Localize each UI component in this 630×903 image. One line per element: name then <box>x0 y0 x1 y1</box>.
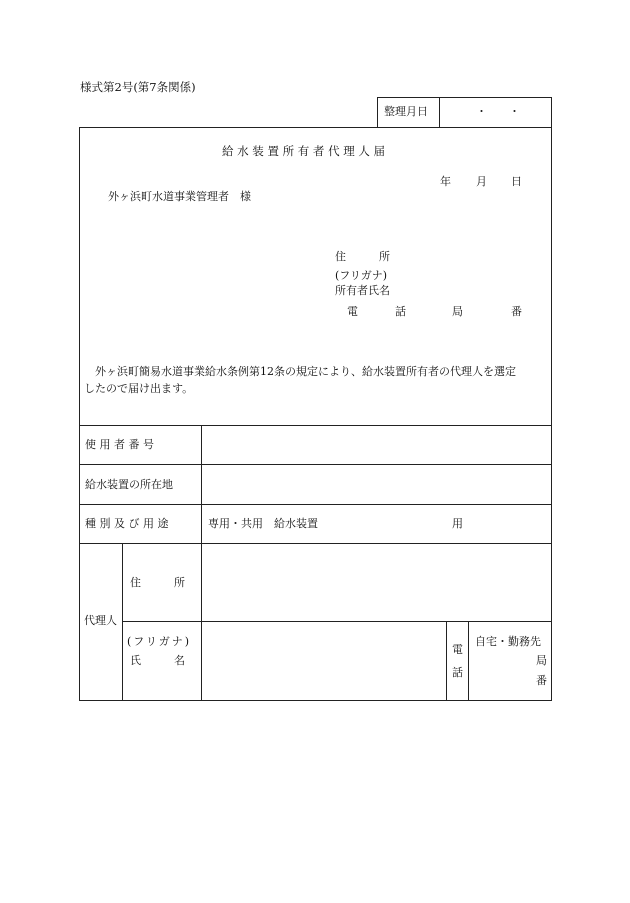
date-year-label: 年 <box>440 175 451 188</box>
statement-line-2: したので届け出ます。 <box>84 382 194 395</box>
date-day-label: 日 <box>511 175 522 188</box>
owner-furigana-label: (フリガナ) <box>335 269 388 282</box>
date-month-label: 月 <box>476 175 487 188</box>
type-use-value[interactable]: 専用・共用 給水装置 <box>208 517 318 530</box>
user-number-label: 使 用 者 番 号 <box>85 438 154 451</box>
addressee: 外ヶ浜町水道事業管理者 様 <box>108 190 251 203</box>
agent-phone-label-1: 電 <box>452 643 463 656</box>
user-number-field[interactable] <box>202 426 551 464</box>
type-use-label: 種 別 及 び 用 途 <box>85 517 169 530</box>
form-number: 様式第2号(第7条関係) <box>80 80 196 94</box>
type-use-suffix: 用 <box>452 517 463 530</box>
agent-phone-station: 局 <box>536 654 547 667</box>
agent-phone-number: 番 <box>536 674 547 687</box>
owner-phone-label-1: 電 <box>347 305 358 318</box>
agent-furigana-label: (フリガナ) <box>127 635 192 648</box>
statement-line-1: 外ヶ浜町簡易水道事業給水条例第12条の規定により、給水装置所有者の代理人を選定 <box>95 365 516 378</box>
agent-address-label: 住 所 <box>130 576 185 589</box>
agent-phone-place[interactable]: 自宅・勤務先 <box>475 635 541 648</box>
location-label: 給水装置の所在地 <box>85 478 173 491</box>
owner-phone-number: 番 <box>511 305 522 318</box>
location-field[interactable] <box>202 465 551 504</box>
agent-address-field[interactable] <box>202 544 551 621</box>
owner-phone-label-2: 話 <box>395 305 406 318</box>
reference-date-label: 整理月日 <box>384 105 428 118</box>
owner-phone-station: 局 <box>452 305 463 318</box>
agent-name-field[interactable] <box>202 622 446 700</box>
reference-date-value[interactable]: ・ ・ <box>476 105 520 118</box>
owner-name-label: 所有者氏名 <box>335 284 390 297</box>
agent-name-label: 氏 名 <box>130 654 185 667</box>
owner-address-label: 住 所 <box>335 250 390 263</box>
form-title: 給 水 装 置 所 有 者 代 理 人 届 <box>222 144 386 158</box>
agent-phone-label-2: 話 <box>452 666 463 679</box>
agent-label: 代理人 <box>84 614 117 627</box>
